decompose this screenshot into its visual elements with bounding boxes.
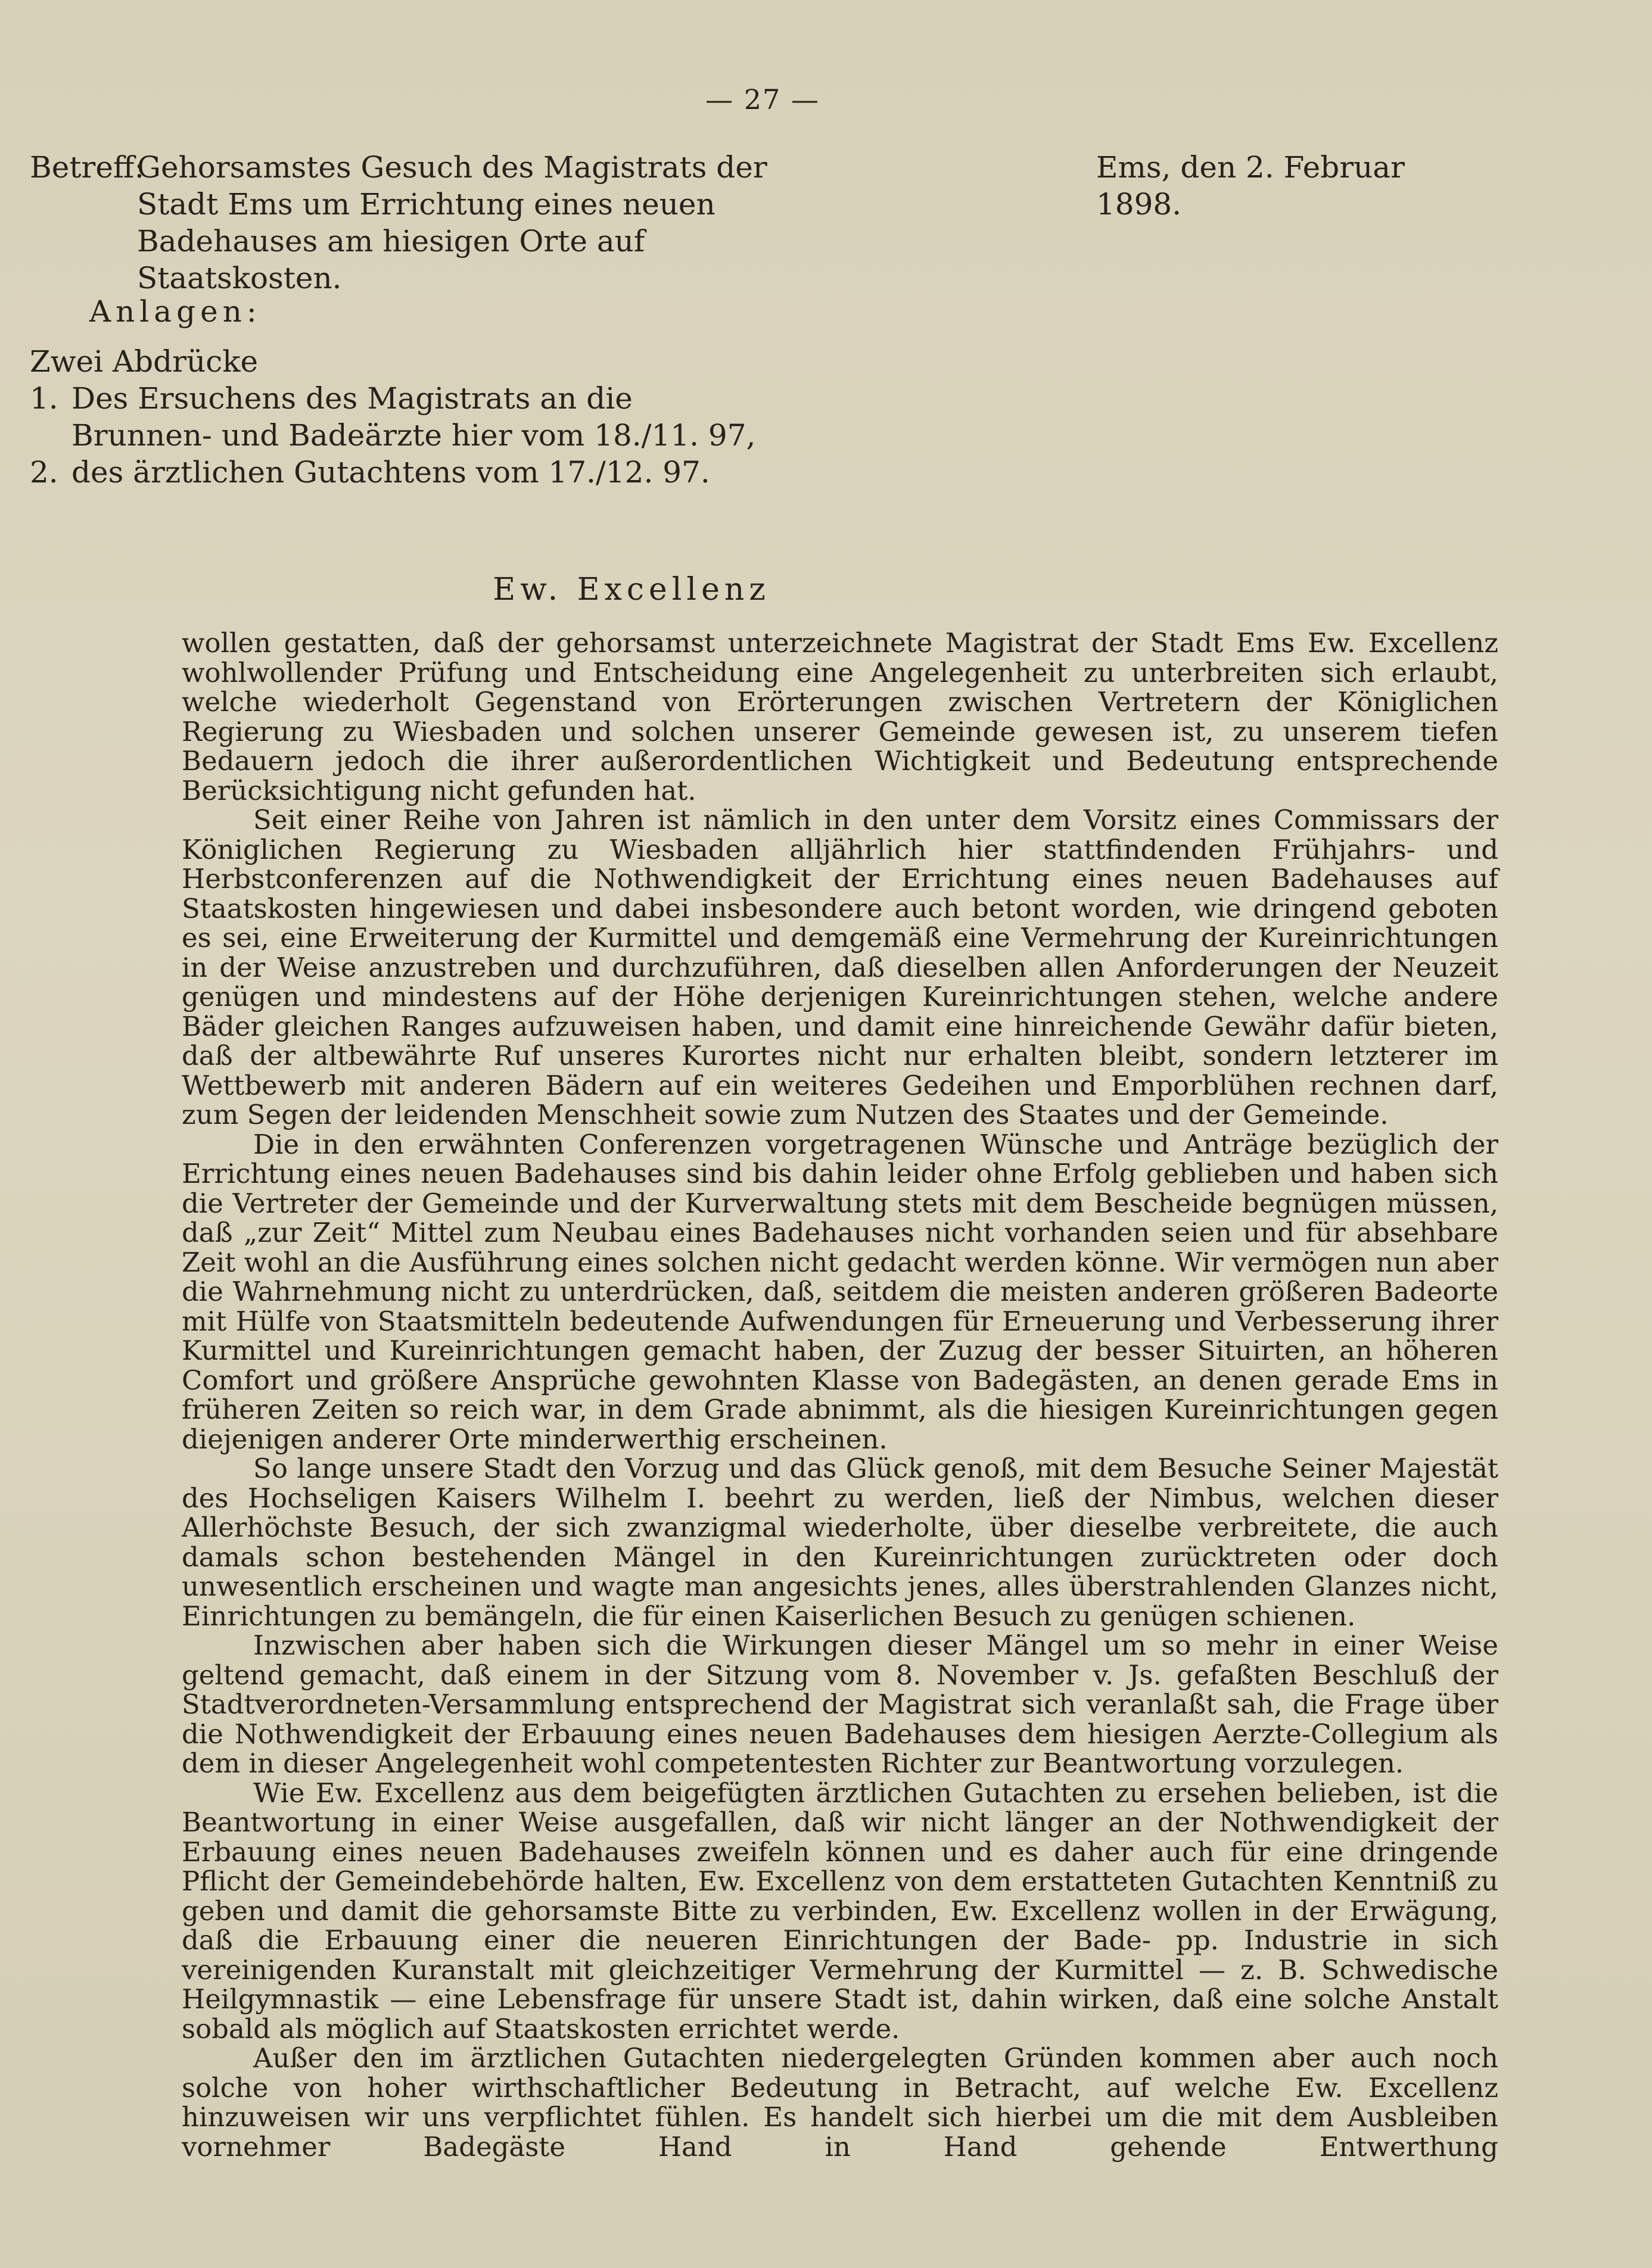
body-paragraph: Wie Ew. Excellenz aus dem beigefügten ärztlichen Gutachten zu ersehen belieben, ist die Beantwortung in einer Weise ausgefallen, daß wir nicht länger an der Nothwendigkeit der Erbauung eines neuen Badehauses zweifeln können und es daher auch für eine dringende Pflicht der Gemeindebehörde halten, Ew. Excellenz von dem erstatteten Gutachten Kenntniß zu geben und damit die gehorsamste Bitte zu verbinden, Ew. Excellenz wollen in der Erwägung, daß die Erbauung einer die neueren Einrichtungen der Bade- pp. Industrie in sich vereinigenden Kuranstalt mit gleichzeitiger Vermehrung der Kurmittel — z. B. Schwedische Heilgymnastik — eine Lebensfrage für unsere Stadt ist, dahin wirken, daß eine solche Anstalt sobald als möglich auf Staatskosten errichtet werde.: [182, 1777, 1498, 2045]
page-number: — 27 —: [705, 83, 820, 116]
attachment-number: 2.: [30, 455, 58, 490]
subject-row: [30, 149, 774, 297]
body-paragraph: Seit einer Reihe von Jahren ist nämlich in den unter dem Vorsitz eines Commissars der Königlichen Regierung zu Wiesbaden alljährlich hier stattfindenden Frühjahrs- und Herbstconferenzen auf die Nothwendigkeit der Errichtung eines neuen Badehauses auf Staatskosten hingewiesen und dabei insbesondere auch betont worden, wie dringend geboten es sei, eine Erweiterung der Kurmittel und demgemäß eine Vermehrung der Kureinrichtungen in der Weise anzustreben und durchzuführen, daß dieselben allen Anforderungen der Neuzeit genügen und mindestens auf der Höhe derjenigen Kureinrichtungen stehen, welche andere Bäder gleichen Ranges aufzuweisen haben, und damit eine hinreichende Gewähr dafür bieten, daß der altbewährte Ruf unseres Kurortes nicht nur erhalten bleibt, sondern letzterer im Wettbewerb mit anderen Bädern auf ein weiteres Gedeihen und Emporblühen rechnen darf, zum Segen der leidenden Menschheit sowie zum Nutzen des Staates und der Gemeinde.: [182, 804, 1498, 1130]
attachments-intro: Zwei Abdrücke: [30, 344, 259, 379]
body-paragraph: Die in den erwähnten Conferenzen vorgetragenen Wünsche und Anträge bezüglich der Errichtung eines neuen Badehauses sind bis dahin leider ohne Erfolg geblieben und haben sich die Vertreter der Gemeinde und der Kurverwaltung stets mit dem Bescheide begnügen müssen, daß „zur Zeit“ Mittel zum Neubau eines Badehauses nicht vorhanden seien und für absehbare Zeit wohl an die Ausführung eines solchen nicht gedacht werden könne. Wir vermögen nun aber die Wahrnehmung nicht zu unterdrücken, daß, seitdem die meisten anderen größeren Badeorte mit Hülfe von Staatsmitteln bedeutende Aufwendungen für Erneuerung und Verbesserung ihrer Kurmittel und Kureinrichtungen gemacht haben, der Zuzug der besser Situirten, an höheren Comfort und größere Ansprüche gewohnten Klasse von Badegästen, an denen gerade Ems in früheren Zeiten so reich war, in dem Grade abnimmt, als die hiesigen Kureinrichtungen gegen diejenigen anderer Orte minderwerthig erscheinen.: [182, 1128, 1498, 1455]
attachment-number: 1.: [30, 381, 58, 416]
salutation: Ew. Excellenz: [493, 572, 770, 608]
attachments-block: [30, 293, 774, 491]
place-date: Ems, den 2. Februar 1898.: [1096, 150, 1405, 222]
attachment-item: [30, 380, 774, 454]
body-paragraph: wollen gestatten, daß der gehorsamst unterzeichnete Magistrat der Stadt Ems Ew. Excellenz wohlwollender Prüfung und Entscheidung eine Angelegenheit zu unterbreiten sich erlaubt, welche wiederholt Gegenstand von Erörterungen zwischen Vertretern der Königlichen Regierung zu Wiesbaden und solchen unserer Gemeinde gewesen ist, zu unserem tiefen Bedauern jedoch die ihrer außerordentlichen Wichtigkeit und Bedeutung entsprechende Berücksichtigung nicht gefunden hat.: [182, 627, 1498, 806]
body-paragraph: Inzwischen aber haben sich die Wirkungen dieser Mängel um so mehr in einer Weise geltend gemacht, daß einem in der Sitzung vom 8. November v. Js. gefaßten Beschluß der Stadtverordneten-Versammlung entsprechend der Magistrat sich veranlaßt sah, die Frage über die Nothwendigkeit der Erbauung eines neuen Badehauses dem hiesigen Aerzte-Collegium als dem in dieser Angelegenheit wohl competentesten Richter zur Beantwortung vorzulegen.: [182, 1630, 1498, 1779]
attachment-text: des ärztlichen Gutachtens vom 17./12. 97.: [71, 455, 710, 490]
subject-block: [30, 149, 774, 297]
attachment-text: Des Ersuchens des Magistrats an die Brunnen- und Badeärzte hier vom 18./11. 97,: [71, 381, 756, 453]
attachment-item: [30, 454, 774, 491]
body-paragraph: Außer den im ärztlichen Gutachten niedergelegten Gründen kommen aber auch noch solche von hoher wirthschaftlicher Bedeutung in Betracht, auf welche Ew. Excellenz hinzuweisen wir uns verpflichtet fühlen. Es handelt sich hierbei um die mit dem Ausbleiben vornehmer Badegäste Hand in Hand gehende Entwerthung: [182, 2042, 1498, 2163]
subject-text: Gehorsamstes Gesuch des Magistrats der Stadt Ems um Errichtung eines neuen Badehauses am hiesigen Orte auf Staatskosten.: [137, 150, 767, 295]
subject-label: Betreff:: [30, 150, 145, 185]
attachments-title: Anlagen:: [89, 294, 262, 329]
letter-body: [182, 628, 1498, 2161]
body-paragraph: So lange unsere Stadt den Vorzug und das Glück genoß, mit dem Besuche Seiner Majestät des Hochseligen Kaisers Wilhelm I. beehrt zu werden, ließ der Nimbus, welchen dieser Allerhöchste Besuch, der sich zwanzigmal wiederholte, über dieselbe verbreitete, die auch damals schon bestehenden Mängel in den Kureinrichtungen zurücktreten oder doch unwesentlich erscheinen und wagte man angesichts jenes, alles überstrahlenden Glanzes nicht, Einrichtungen zu bemängeln, die für einen Kaiserlichen Besuch zu genügen schienen.: [182, 1453, 1498, 1632]
